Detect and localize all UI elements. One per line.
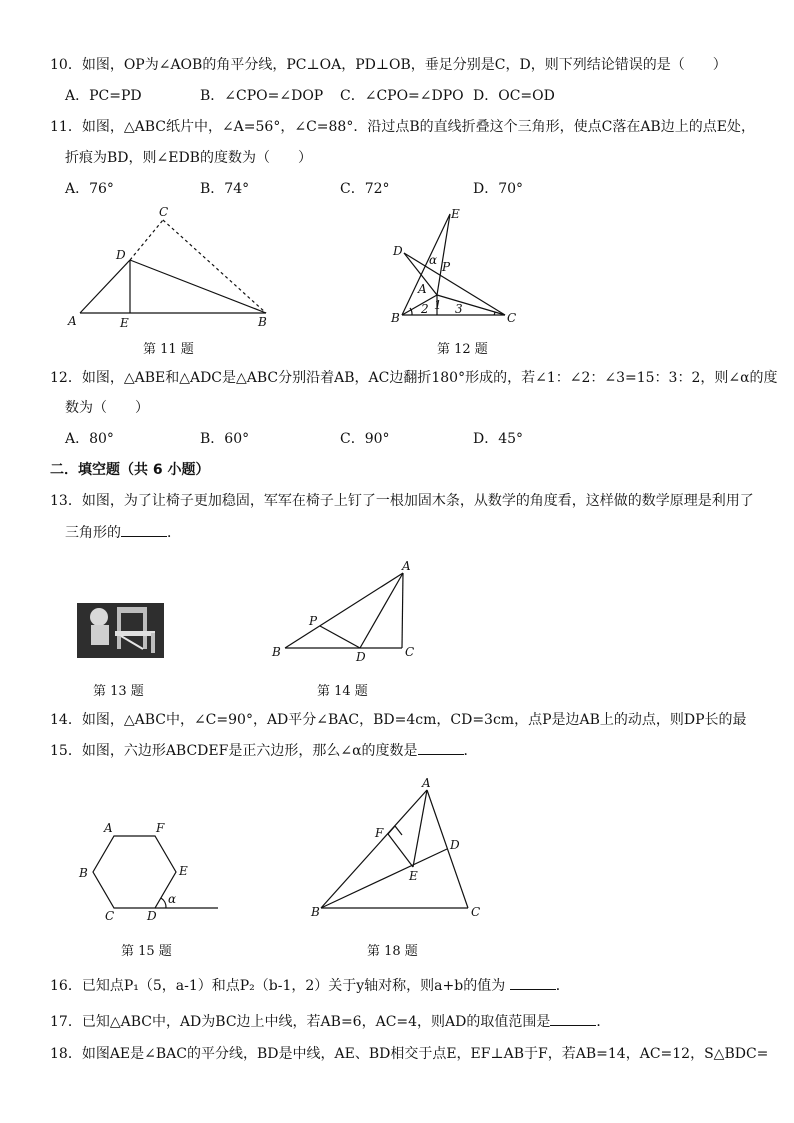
q12-option-a: A．80°: [65, 431, 114, 447]
q16-answer-blank[interactable]: [510, 977, 556, 990]
fig12-label-1: 1: [434, 298, 442, 312]
fig12-label-d: D: [393, 244, 403, 258]
fig15-label-e: E: [179, 864, 188, 878]
fig15-label-d: D: [147, 909, 157, 923]
fig18-label-b: B: [311, 905, 320, 919]
fig18-label-a: A: [422, 776, 431, 790]
q10-option-a: A．PC=PD: [65, 88, 142, 104]
fig12-caption: 第 12 题: [437, 342, 488, 357]
q17-end: ．: [596, 1014, 611, 1030]
fig11-label-a: A: [68, 314, 77, 328]
fig18-label-e: E: [409, 869, 418, 883]
fig12-label-p: P: [442, 260, 451, 274]
fig12-label-3: 3: [455, 302, 463, 316]
fig14-label-b: B: [272, 645, 281, 659]
q10-stem: 10．如图，OP为∠AOB的角平分线，PC⊥OA，PD⊥OB，垂足分别是C，D，则下列结论错误的是（ ）: [50, 57, 727, 73]
q11-stem-line2: 折痕为BD，则∠EDB的度数为（ ）: [65, 150, 312, 166]
fig18-segment-ba: [321, 790, 427, 908]
fig14-caption: 第 14 题: [317, 684, 368, 699]
fig18-segment-ef: [388, 834, 413, 867]
q16-stem-line: [50, 977, 570, 995]
q13-end: ．: [167, 525, 181, 541]
q17-answer-blank[interactable]: [550, 1013, 596, 1026]
q12-option-b: B．60°: [200, 431, 250, 447]
fig11-label-d: D: [116, 248, 126, 262]
q11-stem-line1: 11．如图，△ABC纸片中，∠A=56°，∠C=88°．沿过点B的直线折叠这个三角形，使点C落在AB边上的点E处，: [50, 119, 755, 135]
fig12-label-a: A: [418, 282, 427, 296]
q17-stem: 17．已知△ABC中，AD为BC边上中线，若AB=6，AC=4，则AD的取值范围是: [50, 1014, 551, 1030]
fig14-label-c: C: [405, 645, 415, 659]
fig14-label-a: A: [402, 559, 411, 573]
fig18-segment-ac: [427, 790, 468, 908]
fig18-label-c: C: [471, 905, 481, 919]
fig11-label-b: B: [258, 315, 267, 329]
q13-stem-text: 三角形的: [65, 525, 121, 541]
fig18-caption: 第 18 题: [367, 944, 418, 959]
q10-option-c: C．∠CPO=∠DPO: [340, 88, 464, 104]
fig14-label-d: D: [356, 650, 366, 664]
fig18-label-f: F: [375, 826, 384, 840]
q11-option-d: D．70°: [473, 181, 524, 197]
q12-stem-line1: 12．如图，△ABE和△ADC是△ABC分别沿着AB，AC边翻折180°形成的，若∠1：∠2：∠3=15：3：2，则∠α的度: [50, 370, 778, 386]
q11-option-a: A．76°: [65, 181, 114, 197]
q16-end: ．: [555, 978, 570, 994]
fig15-label-alpha: α: [168, 892, 177, 906]
fig15-label-f: F: [156, 821, 165, 835]
q10-option-d: D．OC=OD: [473, 88, 555, 104]
fig12-label-e: E: [451, 207, 460, 221]
q15-stem: 15．如图，六边形ABCDEF是正六边形，那么∠α的度数是: [50, 743, 418, 759]
q11-option-c: C．72°: [340, 181, 390, 197]
q16-stem: 16．已知点P₁（5，a-1）和点P₂（b-1，2）关于y轴对称，则a+b的值为: [50, 978, 506, 994]
fig15-caption: 第 15 题: [121, 944, 172, 959]
q11-option-b: B．74°: [200, 181, 250, 197]
fig12-label-alpha: α: [429, 253, 438, 267]
q12-stem-line2: 数为（ ）: [65, 400, 149, 416]
fig15-label-a: A: [104, 821, 113, 835]
q12-option-c: C．90°: [340, 431, 390, 447]
fig18-segment-bd: [321, 849, 447, 908]
fig12-label-2: 2: [421, 302, 429, 316]
fig14-label-p: P: [309, 614, 318, 628]
q12-option-d: D．45°: [473, 431, 524, 447]
fig12-label-c: C: [507, 311, 517, 325]
fig12-label-b: B: [391, 311, 400, 325]
fig15-label-b: B: [79, 866, 88, 880]
q10-option-b: B．∠CPO=∠DOP: [200, 88, 324, 104]
q13-stem-line1: 13．如图，为了让椅子更加稳固，军军在椅子上钉了一根加固木条，从数学的角度看，这样做的数学原理是利用了: [50, 493, 754, 509]
fig15-label-c: C: [105, 909, 115, 923]
q18-stem: 18．如图AE是∠BAC的平分线，BD是中线，AE、BD相交于点E，EF⊥AB于F，若AB=14，AC=12，S△BDC=: [50, 1046, 769, 1062]
fig13-caption: 第 13 题: [93, 684, 144, 699]
fig18-label-d: D: [450, 838, 460, 852]
fig11-caption: 第 11 题: [143, 342, 194, 357]
fig11-label-e: E: [120, 316, 129, 330]
q17-stem-line: [50, 1013, 610, 1031]
fig11-label-c: C: [159, 205, 169, 219]
fig18-segment-ae: [413, 790, 427, 867]
section-2-title: 二．填空题（共 6 小题）: [50, 462, 210, 478]
q14-stem: 14．如图，△ABC中，∠C=90°，AD平分∠BAC，BD=4cm，CD=3cm，点P是边AB上的动点，则DP长的最: [50, 712, 747, 728]
q15-end: ．: [463, 743, 478, 759]
